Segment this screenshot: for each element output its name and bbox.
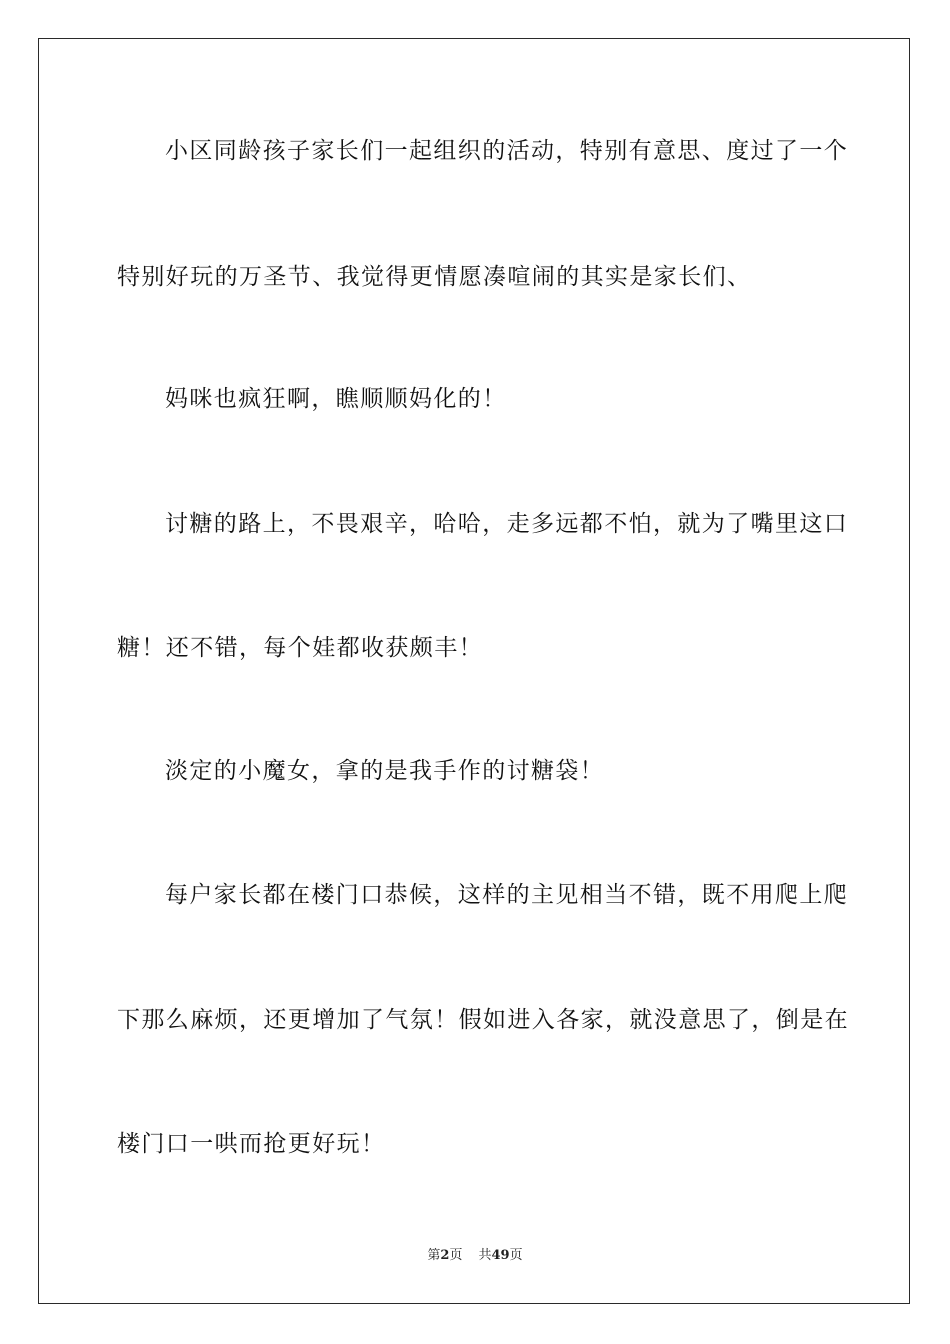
total-label-suffix: 页 xyxy=(509,1248,523,1263)
paragraph-line: 小区同龄孩子家长们一起组织的活动，特别有意思、度过了一个 xyxy=(165,138,849,164)
page-number: 2 xyxy=(440,1248,450,1263)
page-label-prefix: 第 xyxy=(427,1248,441,1263)
paragraph-line: 楼门口一哄而抢更好玩！ xyxy=(117,1131,386,1157)
total-pages: 49 xyxy=(491,1248,510,1263)
paragraph-line: 每户家长都在楼门口恭候，这样的主见相当不错，既不用爬上爬 xyxy=(165,882,849,908)
paragraph-line: 妈咪也疯狂啊，瞧顺顺妈化的！ xyxy=(165,386,507,412)
paragraph-line: 淡定的小魔女，拿的是我手作的讨糖袋！ xyxy=(165,758,605,784)
page-label-suffix: 页 xyxy=(449,1248,463,1263)
page-border xyxy=(38,38,910,1304)
paragraph-line: 特别好玩的万圣节、我觉得更情愿凑喧闹的其实是家长们、 xyxy=(117,264,752,290)
total-label-prefix: 共 xyxy=(478,1248,492,1263)
paragraph-line: 糖！还不错，每个娃都收获颇丰！ xyxy=(117,635,483,661)
page-footer xyxy=(0,1247,950,1265)
paragraph-line: 讨糖的路上，不畏艰辛，哈哈，走多远都不怕，就为了嘴里这口 xyxy=(165,511,849,537)
paragraph-line: 下那么麻烦，还更增加了气氛！假如进入各家，就没意思了，倒是在 xyxy=(117,1007,849,1033)
